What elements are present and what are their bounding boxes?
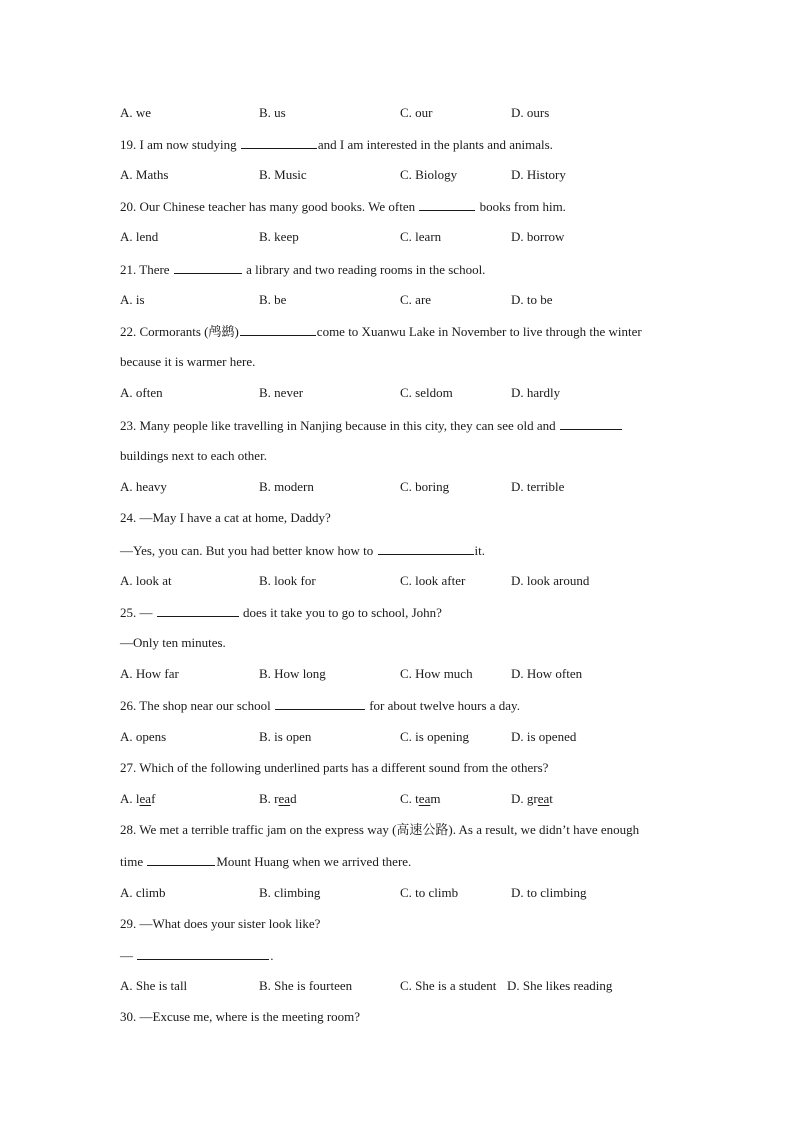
q19-option-c: C. Biology [400, 167, 458, 182]
q24-option-b: B. look for [259, 573, 316, 588]
q26-options [120, 729, 680, 745]
q18-option-b: B. us [259, 105, 286, 120]
q22-option-c: C. seldom [400, 385, 453, 400]
q29-stem: 29. —What does your sister look like? [120, 916, 321, 931]
underlined-letters: ea [418, 791, 431, 806]
q27-option-c: C. team [400, 791, 441, 806]
q24-stem-line2: —Yes, you can. But you had better know how to it. [120, 543, 485, 558]
q24-option-d: D. look around [511, 573, 590, 588]
q28-stem: 28. We met a terrible traffic jam on the express way (高速公路). As a result, we didn’t have enough [120, 822, 640, 837]
q23-stem: 23. Many people like travelling in Nanjing because in this city, they can see old and [120, 417, 623, 434]
q24-option-c: C. look after [400, 573, 466, 588]
q22-option-a: A. often [120, 385, 163, 400]
q23-options [120, 479, 680, 495]
q24-option-a: A. look at [120, 573, 172, 588]
q26-stem: 26. The shop near our school for about twelve hours a day. [120, 698, 520, 713]
q23-option-a: A. heavy [120, 479, 167, 494]
q23-option-b: B. modern [259, 479, 314, 494]
q27-options [120, 791, 680, 807]
q24-stem: 24. —May I have a cat at home, Daddy? [120, 510, 331, 525]
q29-blank [137, 947, 269, 960]
q26-blank [275, 697, 365, 710]
q28-option-b: B. climbing [259, 885, 321, 900]
q24-options [120, 573, 680, 589]
q19-blank [241, 136, 317, 149]
q26-option-a: A. opens [120, 729, 167, 744]
q28-option-c: C. to climb [400, 885, 459, 900]
q18-option-c: C. our [400, 105, 433, 120]
q23-stem-line2: buildings next to each other. [120, 448, 267, 463]
q27-stem: 27. Which of the following underlined parts has a different sound from the others? [120, 760, 549, 775]
q21-blank [174, 261, 242, 274]
q21-options [120, 292, 680, 308]
q20-stem: 20. Our Chinese teacher has many good books. We often books from him. [120, 199, 566, 214]
q19-option-d: D. History [511, 167, 566, 182]
underlined-letters: ea [139, 791, 152, 806]
q26-option-d: D. is opened [511, 729, 577, 744]
q22-stem-line2: because it is warmer here. [120, 354, 256, 369]
q28-stem-line2: time Mount Huang when we arrived there. [120, 854, 412, 869]
q22-option-b: B. never [259, 385, 304, 400]
q18-option-d: D. ours [511, 105, 550, 120]
q28-options [120, 885, 680, 901]
q25-blank [157, 604, 239, 617]
q29-option-b: B. She is fourteen [259, 978, 353, 993]
q27-option-b: B. read [259, 791, 297, 806]
q29-option-d: D. She likes reading [507, 978, 613, 993]
q22-stem: 22. Cormorants (鸬鹚) come to Xuanwu Lake in November to live through the winter [120, 324, 642, 339]
q18-option-a: A. we [120, 105, 152, 120]
q28-blank [147, 853, 215, 866]
q26-option-c: C. is opening [400, 729, 469, 744]
q20-option-c: C. learn [400, 229, 442, 244]
q27-option-a: A. leaf [120, 791, 156, 806]
q22-blank [240, 323, 316, 336]
q29-stem-line2: — . [120, 948, 274, 963]
underlined-letters: ea [278, 791, 291, 806]
q29-option-c: C. She is a student [400, 978, 497, 993]
q23-option-d: D. terrible [511, 479, 565, 494]
q20-option-a: A. lend [120, 229, 159, 244]
q23-blank [560, 417, 622, 430]
q21-option-c: C. are [400, 292, 432, 307]
q27-option-d: D. great [511, 791, 553, 806]
q18-options [120, 105, 680, 121]
q19-stem: 19. I am now studying and I am interested in the plants and animals. [120, 137, 553, 152]
q21-option-d: D. to be [511, 292, 553, 307]
q26-option-b: B. is open [259, 729, 312, 744]
q28-option-d: D. to climbing [511, 885, 587, 900]
q19-option-b: B. Music [259, 167, 307, 182]
q22-option-d: D. hardly [511, 385, 561, 400]
q24-blank [378, 542, 474, 555]
q25-stem-line2: —Only ten minutes. [120, 635, 226, 650]
q21-stem: 21. There a library and two reading rooms in the school. [120, 262, 486, 277]
q25-option-b: B. How long [259, 666, 326, 681]
q20-option-d: D. borrow [511, 229, 565, 244]
q25-option-a: A. How far [120, 666, 179, 681]
q29-options [120, 978, 680, 994]
q30-stem: 30. —Excuse me, where is the meeting room? [120, 1009, 361, 1024]
q28-option-a: A. climb [120, 885, 166, 900]
q20-blank [419, 198, 475, 211]
q25-option-c: C. How much [400, 666, 473, 681]
q22-options [120, 385, 680, 401]
q25-options [120, 666, 680, 682]
q19-option-a: A. Maths [120, 167, 169, 182]
q19-options [120, 167, 680, 183]
q20-option-b: B. keep [259, 229, 299, 244]
q20-options [120, 229, 680, 245]
underlined-letters: ea [537, 791, 550, 806]
q21-option-a: A. is [120, 292, 145, 307]
q23-option-c: C. boring [400, 479, 450, 494]
q25-stem: 25. — does it take you to go to school, John? [120, 605, 442, 620]
q29-option-a: A. She is tall [120, 978, 188, 993]
q21-option-b: B. be [259, 292, 287, 307]
q25-option-d: D. How often [511, 666, 583, 681]
